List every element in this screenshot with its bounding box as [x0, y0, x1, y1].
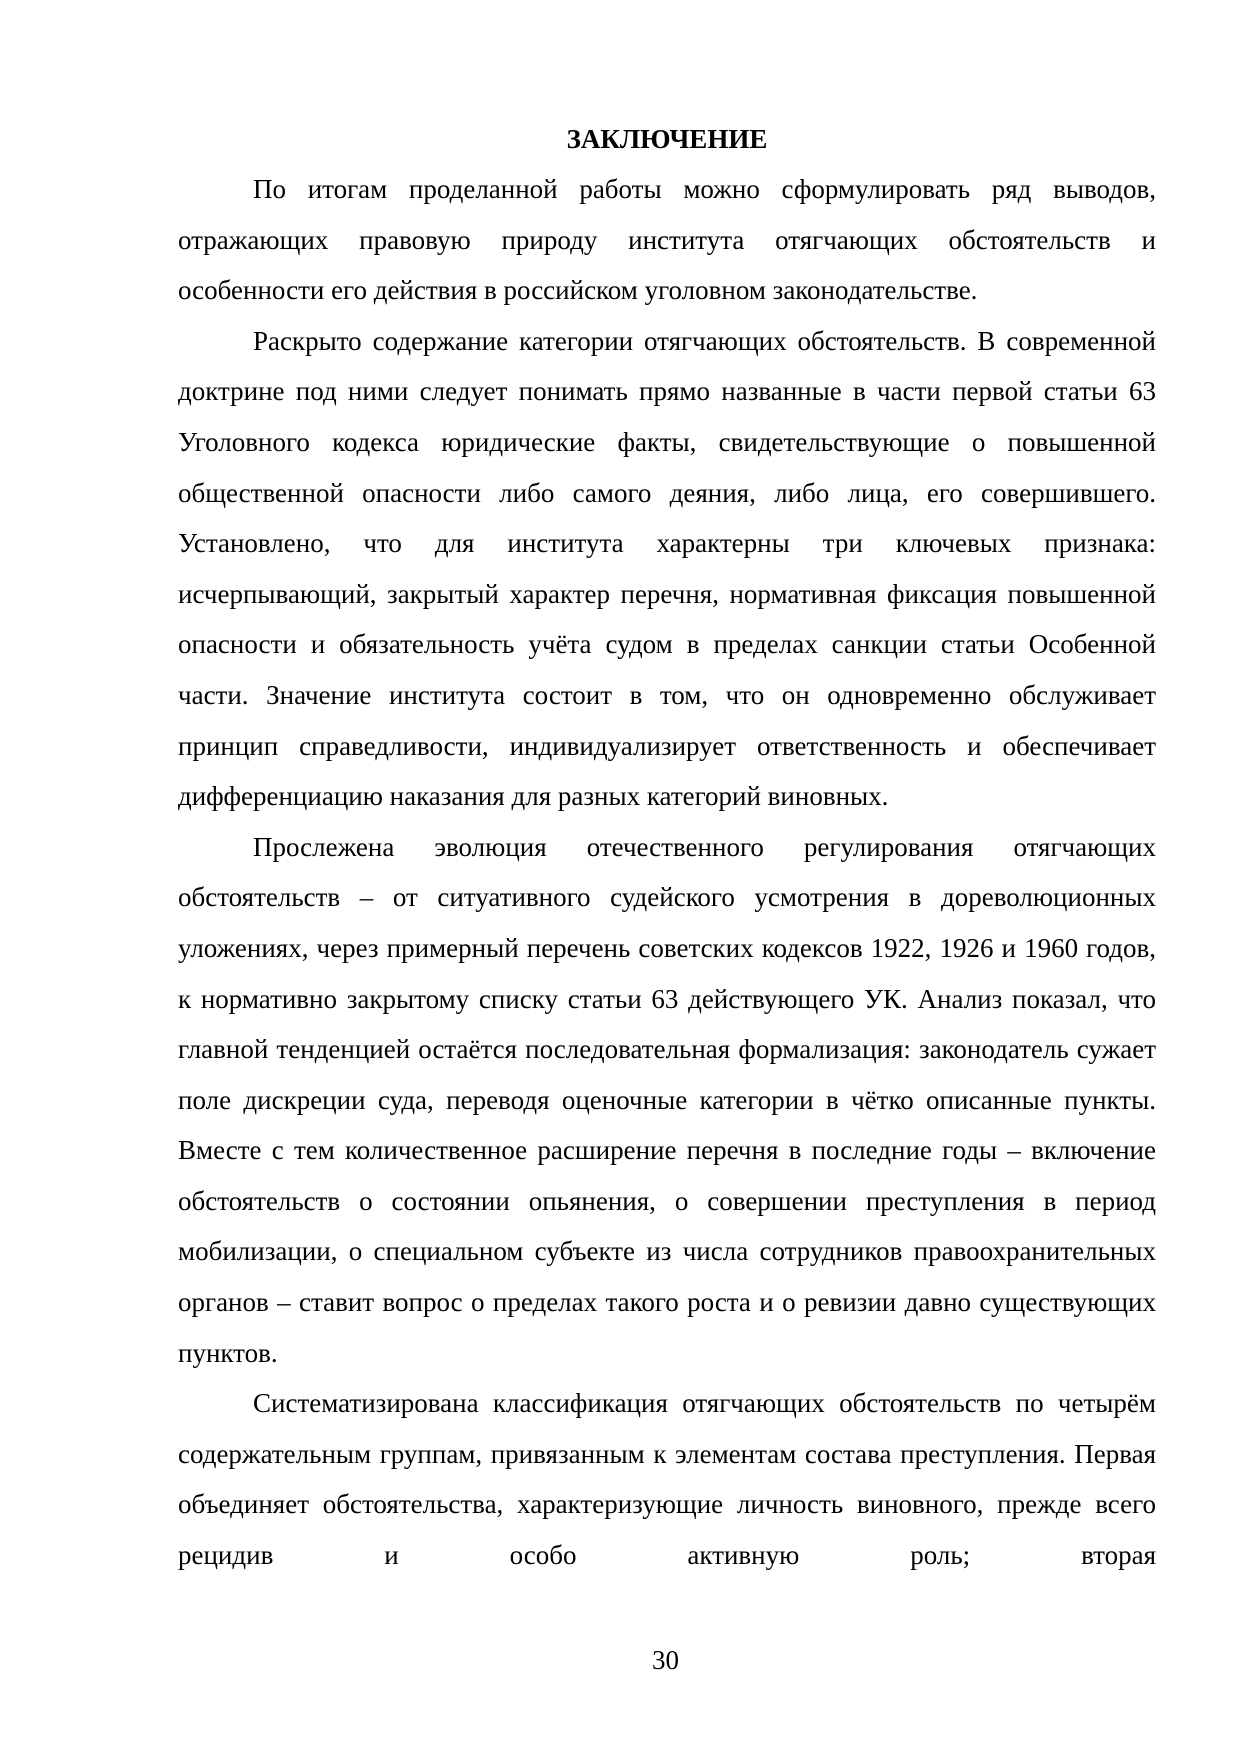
paragraph-4: Систематизирована классификация отягчающих обстоятельств по четырём содержательным группам, привязанным к элементам состава преступления. Первая объединяет обстоятельства, характеризующие личность виновного, прежде всего рецидив и особо активную роль; вторая: [178, 1388, 1156, 1571]
paragraph-3: Прослежена эволюция отечественного регулирования отягчающих обстоятельств – от ситуативного судейского усмотрения в дореволюционных уложениях, через примерный перечень советских кодексов 1922, 1926 и 1960 годов, к нормативно закрытому списку статьи 63 действующего УК. Анализ показал, что главной тенденцией остаётся последовательная формализация: законодатель сужает поле дискреции суда, переводя оценочные категории в чётко описанные пункты. Вместе с тем количественное расширение перечня в последние годы – включение обстоятельств о состоянии опьянения, о совершении преступления в период мобилизации, о специальном субъекте из числа сотрудников правоохранительных органов – ставит вопрос о пределах такого роста и о ревизии давно существующих пунктов.: [178, 831, 1156, 1368]
page-title: ЗАКЛЮЧЕНИЕ: [566, 124, 768, 154]
paragraph-2: Раскрыто содержание категории отягчающих обстоятельств. В современной доктрине под ними следует понимать прямо названные в части первой статьи 63 Уголовного кодекса юридические факты, свидетельствующие о повышенной общественной опасности либо самого деяния, либо лица, его совершившего. Установлено, что для института характерны три ключевых признака: исчерпывающий, закрытый характер перечня, нормативная фиксация повышенной опасности и обязательность учёта судом в пределах санкции статьи Особенной части. Значение института состоит в том, что он одновременно обслуживает принцип справедливости, индивидуализирует ответственность и обеспечивает дифференциацию наказания для разных категорий виновных.: [178, 325, 1156, 812]
page-body: [178, 114, 1156, 1581]
paragraph-1: По итогам проделанной работы можно сформулировать ряд выводов, отражающих правовую природу института отягчающих обстоятельств и особенности его действия в российском уголовном законодательстве.: [178, 174, 1156, 306]
page-number: 30: [652, 1645, 679, 1675]
